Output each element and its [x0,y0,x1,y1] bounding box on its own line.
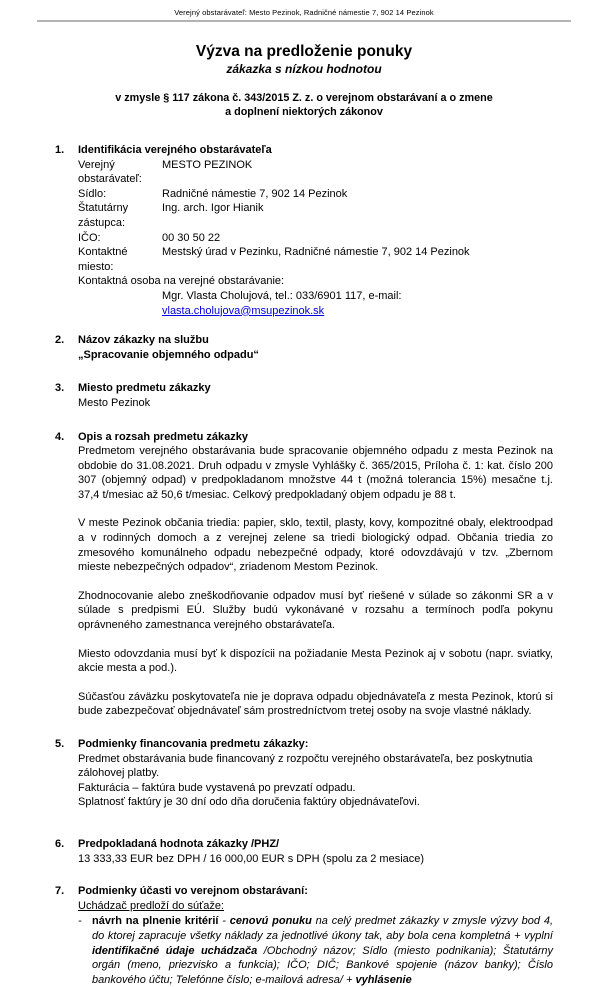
field-row [78,231,553,246]
field-row [78,158,553,187]
field-label: Kontaktné miesto: [78,246,128,273]
participation-subheading: Uchádzač predloží do súťaže: [78,899,224,912]
contract-name: „Spracovanie objemného odpadu“ [78,348,259,361]
run-bold-italic-1: cenovú ponuku [229,915,312,928]
bullet-text [92,914,553,987]
header-rule [37,20,571,22]
field-label: IČO: [78,231,101,244]
doc-subtitle: zákazka s nízkou hodnotou [226,62,382,76]
section-heading: Podmienky účasti vo verejnom obstarávaní: [78,885,308,898]
contact-person-label: Kontaktná osoba na verejné obstarávanie: [78,275,285,288]
section-heading: Opis a rozsah predmetu zákazky [78,430,248,443]
run-bold-italic-3: vyhlásenie [355,973,412,986]
section-contract-name [55,333,553,362]
section-heading: Predpokladaná hodnota zákazky /PHZ/ [78,837,280,850]
run-italic-1: na celý predmet zákazky v zmysle výzvy bod 4, do ktorej zapracuje všetky náklady za jednotlivé úkony tak, aby bola cena kompletná + vyplní [92,915,553,942]
description-paragraph-2: V meste Pezinok občania triedia: papier, sklo, textil, plasty, kovy, kompozitné obaly, elektroodpad a v rodinných domoch a z verejnej zelene sa triedi biologický odpad. Občania triedia zo zmesového komunálneho odpadu nebezpečné odpady, ktoré odovzdávajú v tzv. „Zbernom mieste nebezpečných odpadov“, zriadenom Mestom Pezinok. [78,517,553,574]
run-bold: návrh na plnenie kritérií [92,915,219,928]
field-row [78,245,553,274]
section-heading: Podmienky financovania predmetu zákazky: [78,738,309,750]
section-financing [55,737,553,810]
law-line-2: a doplnení niektorých zákonov [225,106,383,118]
run-separator: - [218,915,230,928]
field-label: Verejný obstarávateľ: [78,158,142,186]
section-number: 5. [55,738,65,750]
email-link[interactable]: vlasta.cholujova@msupezinok.sk [162,304,325,317]
field-row [78,187,553,202]
contact-person-text: Mgr. Vlasta Cholujová, tel.: 033/6901 117, e-mail: [162,289,402,302]
section-heading: Názov zákazky na službu [78,334,209,347]
section-number: 6. [55,837,65,850]
section-number: 2. [55,334,65,347]
law-line-1: v zmysle § 117 zákona č. 343/2015 Z. z. o verejnom obstarávaní a o zmene [115,92,493,104]
description-paragraph-4: Miesto odovzdania musí byť k dispozícii na požiadanie Mesta Pezinok aj v sobotu (napr. sviatky, akcie mesta a pod.). [78,647,553,675]
financing-line-1: Predmet obstarávania bude financovaný z rozpočtu verejného obstarávateľa, bez poskytnutia zálohovej platby. [78,752,533,780]
contact-person-line [162,289,553,318]
section-number: 3. [55,382,65,395]
header-line: Verejný obstarávateľ: Mesto Pezinok, Radničné námestie 7, 902 14 Pezinok [174,8,434,17]
section-place [55,381,553,410]
description-paragraph-1: Predmetom verejného obstarávania bude spracovanie objemného odpadu z mesta Pezinok na obdobie do 31.08.2021. Druh odpadu v zmysle Vyhlášky č. 365/2015, Príloha č. 1: kat. číslo 200 307 (objemný odpad) v predpokladanom množstve 44 t (možná tolerancia 15%) mesačne t.j. 37,4 t/mesiac až 50,6 t/mesiac. Celkový predpokladaný objem odpadu je 88 t. [78,445,553,501]
bullet-dash: - [78,915,82,928]
estimated-value: 13 333,33 EUR bez DPH / 16 000,00 EUR s DPH (spolu za 2 mesiace) [78,852,425,865]
financing-line-2: Fakturácia – faktúra bude vystavená po prevzatí odpadu. [78,781,356,794]
section-estimated-value [55,837,553,866]
section-number: 4. [55,430,65,443]
section-number: 7. [55,885,65,898]
title-block [55,43,553,119]
run-bold-italic-2: identifikačné údaje uchádzača [92,944,258,957]
law-reference [55,91,553,119]
financing-line-3: Splatnosť faktúry je 30 dní odo dňa doručenia faktúry objednávateľovi. [78,796,420,809]
section-heading: Miesto predmetu zákazky [78,382,211,395]
section-heading: Identifikácia verejného obstarávateľa [78,144,272,156]
field-label: Štatutárny zástupca: [78,202,129,229]
field-value: Mestský úrad v Pezinku, Radničné námestie 7, 902 14 Pezinok [162,246,470,259]
place-value: Mesto Pezinok [78,396,151,409]
field-value: Radničné námestie 7, 902 14 Pezinok [162,187,348,200]
participation-bullet-item [78,914,553,987]
page-header [55,8,553,22]
section-identification [55,143,553,318]
run-italic-2: /Obchodný názov; Sídlo (miesto podnikania); Štatutárny orgán (meno, priezvisko a funkcia); IČO; DIČ; Bankové spojenie (názov banky); Číslo bankového účtu; Telefónne číslo; e-mailová adresa/ + [92,944,553,986]
doc-title: Výzva na predloženie ponuky [195,43,413,60]
section-description [55,430,553,720]
field-value: 00 30 50 22 [162,231,221,244]
description-paragraph-3: Zhodnocovanie alebo zneškodňovanie odpadov musí byť riešené v súlade so zákonmi SR a v súlade s predpismi EÚ. Služby budú vykonávané v rozsahu a termínoch podľa pokynu oprávneného zamestnanca verejného obstarávateľa. [78,589,553,632]
section-number: 1. [55,144,65,156]
description-paragraph-5: Súčasťou záväzku poskytovateľa nie je doprava odpadu objednávateľa z mesta Pezinok, ktorú si bude zabezpečovať objednávateľ sám prostredníctvom tretej osoby na svoje vlastné náklady. [78,690,553,718]
field-row [78,201,553,230]
field-label: Sídlo: [78,187,107,200]
field-value: Ing. arch. Igor Hianik [162,202,264,215]
field-value: MESTO PEZINOK [162,158,253,171]
section-participation [55,884,553,987]
